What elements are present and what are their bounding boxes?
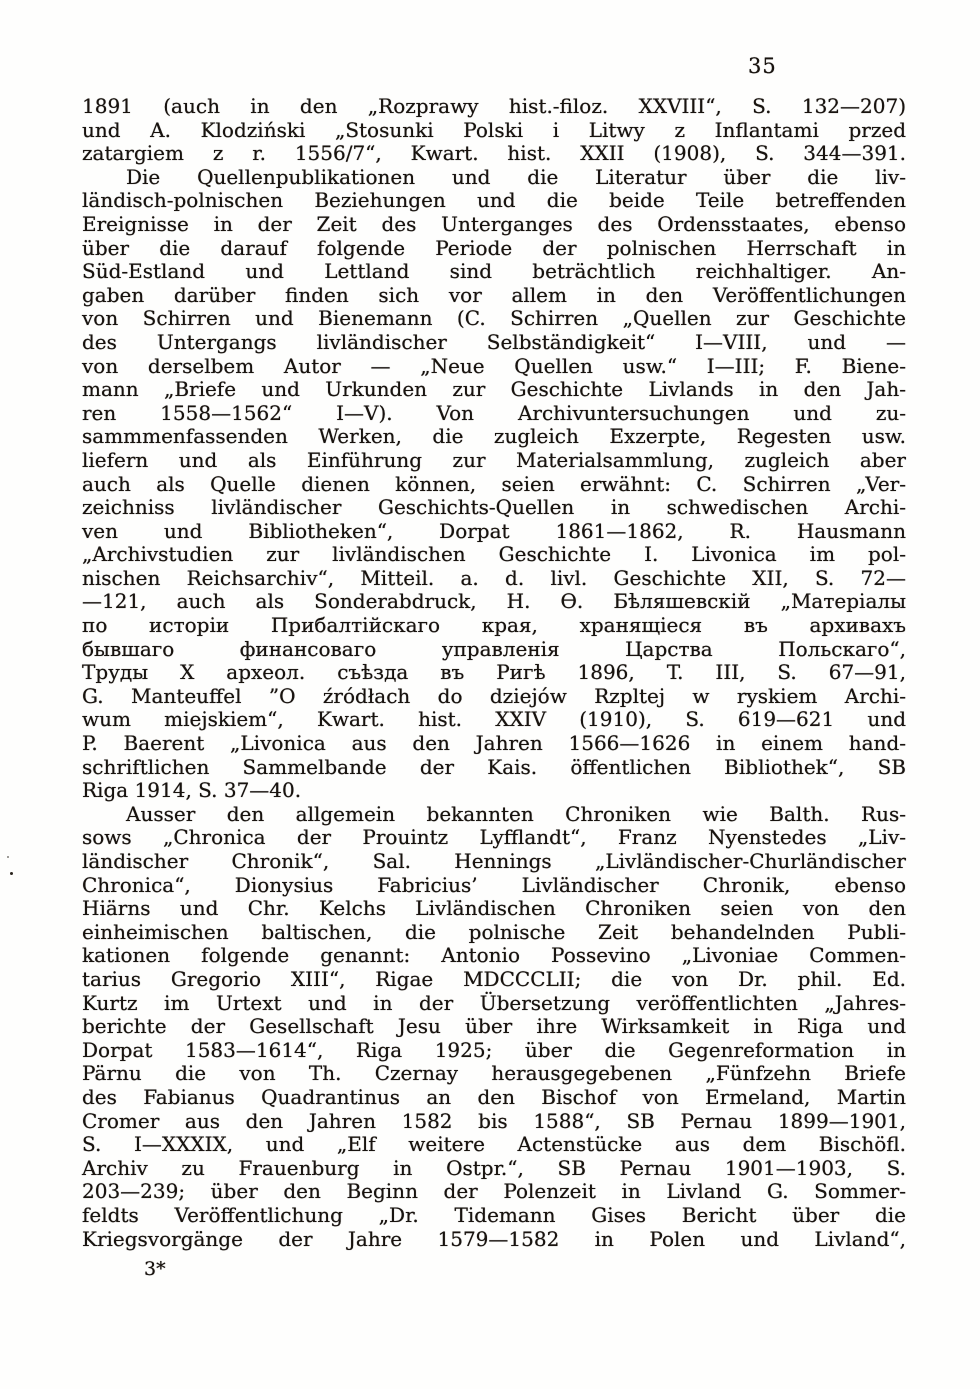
text-line: sammmenfassenden Werken, die zugleich Exzerpte, Regesten usw.	[82, 424, 906, 449]
page-text	[82, 95, 906, 1251]
text-line: einheimischen baltischen, die polnische Zeit behandelnden Publi-	[82, 919, 906, 944]
text-line: 1891 (auch in den „Rozprawy hist.-filoz. XXVIII“, S. 132—207)	[82, 94, 906, 118]
text-line: gaben darüber finden sich vor allem in den Veröffentlichungen	[82, 282, 906, 307]
text-line: Pärnu die von Th. Czernay herausgegebenen „Fünfzehn Briefe	[82, 1061, 906, 1086]
text-line: über die darauf folgende Periode der polnischen Herrschaft in	[82, 235, 906, 260]
text-line: Archiv zu Frauenburg in Ostpr.“, SB Pernau 1901—1903, S.	[82, 1155, 906, 1180]
text-line: zeichniss livländischer Geschichts-Quellen in schwedischen Archi-	[82, 495, 906, 520]
text-line: auch als Quelle dienen können, seien erwähnt: C. Schirren „Ver-	[82, 471, 906, 496]
text-line: des Untergangs livländischer Selbständigkeit“ I—VIII, und —	[82, 329, 906, 354]
text-line: P. Baerent „Livonica aus den Jahren 1566—1626 in einem hand-	[82, 731, 906, 756]
text-line: Cromer aus den Jahren 1582 bis 1588“, SB Pernau 1899—1901,	[82, 1108, 906, 1133]
text-line: Hiärns und Chr. Kelchs Livländischen Chroniken seien von den	[82, 896, 906, 921]
text-line: tarius Gregorio XIII“, Rigae MDCCCLII; die von Dr. phil. Ed.	[82, 966, 906, 991]
text-line: zatargiem z r. 1556/7“, Kwart. hist. XXII (1908), S. 344—391.	[82, 141, 906, 166]
text-line: ren 1558—1562“ I—V). Von Archivuntersuchungen und zu-	[82, 400, 906, 425]
text-line: schriftlichen Sammelbande der Kais. öffentlichen Bibliothek“, SB	[82, 754, 906, 779]
text-line: Chronica“, Dionysius Fabricius’ Livländischer Chronik, ebenso	[82, 872, 906, 897]
text-line: ländischer Chronik“, Sal. Hennings „Livländischer-Churländischer	[82, 849, 906, 873]
text-line: kationen folgende genannt: Antonio Possevino „Livoniae Commen-	[82, 943, 906, 968]
scan-speck	[10, 872, 13, 875]
text-line: von derselbem Autor — „Neue Quellen usw.“ I—III; F. Biene-	[82, 353, 906, 378]
text-line: 203—239; über den Beginn der Polenzeit in Livland G. Sommer-	[82, 1179, 906, 1204]
text-line: Die Quellenpublikationen und die Literatur über die liv-	[126, 164, 906, 189]
text-line: Труды X археол. съѣзда въ Ригѣ 1896, T. III, S. 67—91,	[82, 660, 906, 685]
text-line: Ereignisse in der Zeit des Unterganges des Ordensstaates, ebenso	[82, 211, 906, 236]
text-line: ven und Bibliotheken“, Dorpat 1861—1862, R. Hausmann	[82, 518, 906, 543]
text-line: Riga 1914, S. 37—40.	[82, 778, 302, 803]
text-line: „Archivstudien zur livländischen Geschichte I. Livonica im pol-	[82, 542, 906, 567]
text-line: Ausser den allgemein bekannten Chroniken wie Balth. Rus-	[126, 801, 906, 826]
text-line: liefern und als Einführung zur Materialsammlung, zugleich aber	[82, 447, 906, 472]
scan-speck	[7, 856, 9, 858]
text-line: —121, auch als Sonderabdruck, Н. Ѳ. Бѣляшевскій „Матеріалы	[82, 589, 906, 614]
text-line: G. Manteuffel ”O źródłach do dziejów Rzpltej w ryskiem Archi-	[82, 683, 906, 708]
text-line: feldts Veröffentlichung „Dr. Tidemann Gises Bericht über die	[82, 1202, 906, 1227]
text-line: berichte der Gesellschaft Jesu über ihre Wirksamkeit in Riga und	[82, 1014, 906, 1039]
text-line: по исторіи Прибалтійскаго края, хранящіеся въ архивахъ	[82, 613, 906, 638]
text-line: von Schirren und Bienemann (C. Schirren „Quellen zur Geschichte	[82, 306, 906, 331]
text-line: mann „Briefe und Urkunden zur Geschichte Livlands in den Jah-	[82, 377, 906, 402]
text-line: S. I—XXXIX, und „Elf weitere Actenstücke aus dem Bischöfl.	[82, 1132, 906, 1157]
text-line: sows „Chronica der Prouintz Lyfflandt“, Franz Nyenstedes „Liv-	[82, 825, 906, 850]
text-line: Dorpat 1583—1614“, Riga 1925; über die Gegenreformation in	[82, 1037, 906, 1062]
text-line: Kriegsvorgänge der Jahre 1579—1582 in Polen und Livland“,	[82, 1226, 906, 1251]
text-line: ländisch-polnischen Beziehungen und die beide Teile betreffenden	[82, 188, 906, 213]
text-line: nischen Reichsarchiv“, Mitteil. a. d. livl. Geschichte XII, S. 72—	[82, 565, 906, 590]
text-line: des Fabianus Quadrantinus an den Bischof von Ermeland, Martin	[82, 1084, 906, 1109]
page-number: 35	[748, 54, 777, 78]
text-line: und A. Klodziński „Stosunki Polski i Litwy z Inflantami przed	[82, 117, 906, 142]
signature-mark: 3*	[144, 1258, 166, 1280]
text-line: wum miejskiem“, Kwart. hist. XXIV (1910), S. 619—621 und	[82, 707, 906, 732]
text-line: Kurtz im Urtext und in der Übersetzung veröffentlichten „Jahres-	[82, 990, 906, 1015]
text-line: Süd-Estland und Lettland sind beträchtlich reichhaltiger. An-	[82, 259, 906, 284]
text-line: бывшаго финансоваго управленія Царства Польскаго“,	[82, 636, 906, 661]
